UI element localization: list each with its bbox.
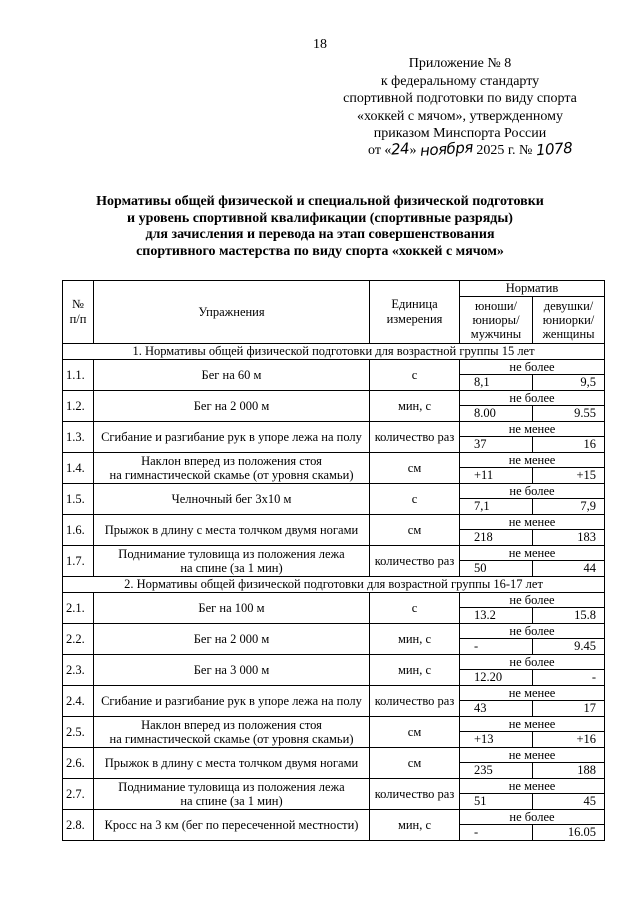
value-boys: 218 [460,530,533,546]
table-row [63,593,605,608]
header-exercise: Упражнения [94,281,370,344]
table-header-row [63,281,605,297]
value-girls: - [533,670,605,686]
row-condition: не более [460,484,605,499]
value-boys: 37 [460,437,533,453]
value-girls: +15 [533,468,605,484]
value-boys: +11 [460,468,533,484]
row-condition: не более [460,360,605,375]
row-exercise: Бег на 2 000 м [94,624,370,655]
row-unit: количество раз [370,686,460,717]
value-boys: 43 [460,701,533,717]
value-girls: 44 [533,561,605,577]
row-exercise: Челночный бег 3х10 м [94,484,370,515]
row-condition: не менее [460,717,605,732]
title-line: Нормативы общей физической и специальной физической подготовки [96,194,544,209]
row-exercise: Бег на 100 м [94,593,370,624]
value-boys: 51 [460,794,533,810]
value-girls: 17 [533,701,605,717]
table-row [63,453,605,468]
row-exercise: Поднимание туловища из положения лежа на спине (за 1 мин) [94,546,370,577]
section-title: 2. Нормативы общей физической подготовки для возрастной группы 16-17 лет [63,577,605,593]
table-row [63,546,605,561]
table-row [63,391,605,406]
value-boys: 50 [460,561,533,577]
row-number: 1.6. [63,515,94,546]
row-condition: не менее [460,422,605,437]
row-unit: см [370,515,460,546]
header-girls: девушки/ юниорки/ женщины [533,297,605,344]
row-number: 2.3. [63,655,94,686]
document-title [60,194,580,260]
title-line: для зачисления и перевода на этап совершенствования [145,227,495,242]
row-number: 1.1. [63,360,94,391]
row-number: 1.7. [63,546,94,577]
page-number: 18 [313,37,327,52]
value-boys: +13 [460,732,533,748]
value-boys: 8.00 [460,406,533,422]
row-condition: не менее [460,779,605,794]
row-condition: не менее [460,748,605,763]
value-girls: 45 [533,794,605,810]
value-boys: 13.2 [460,608,533,624]
value-girls: 9.55 [533,406,605,422]
table-row [63,655,605,670]
value-boys: 7,1 [460,499,533,515]
value-girls: +16 [533,732,605,748]
value-boys: 12.20 [460,670,533,686]
table-row [63,717,605,732]
row-condition: не более [460,655,605,670]
row-condition: не более [460,810,605,825]
section-title: 1. Нормативы общей физической подготовки для возрастной группы 15 лет [63,344,605,360]
row-number: 2.1. [63,593,94,624]
row-unit: с [370,484,460,515]
value-boys: 8,1 [460,375,533,391]
row-condition: не более [460,593,605,608]
table-row [63,515,605,530]
row-condition: не менее [460,515,605,530]
appendix-line: Приложение № 8 [408,56,512,71]
row-condition: не более [460,391,605,406]
value-boys: - [460,639,533,655]
appendix-line: спортивной подготовки по виду спорта [343,91,577,106]
row-number: 2.2. [63,624,94,655]
table-row [63,422,605,437]
value-girls: 7,9 [533,499,605,515]
order-prefix: от « [368,143,392,158]
row-number: 1.2. [63,391,94,422]
row-unit: с [370,593,460,624]
row-exercise: Прыжок в длину с места толчком двумя ногами [94,748,370,779]
row-unit: см [370,453,460,484]
title-line: и уровень спортивной квалификации (спортивные разряды) [127,210,513,226]
row-unit: см [370,748,460,779]
row-exercise: Бег на 60 м [94,360,370,391]
row-number: 1.3. [63,422,94,453]
row-number: 1.4. [63,453,94,484]
value-boys: - [460,825,533,841]
row-unit: с [370,360,460,391]
table-row [63,779,605,794]
row-unit: мин, с [370,655,460,686]
order-number-handwritten: 1078 [535,138,573,160]
row-number: 2.8. [63,810,94,841]
appendix-header [340,55,580,143]
row-condition: не менее [460,546,605,561]
appendix-line: приказом Минспорта России [373,126,547,141]
row-number: 1.5. [63,484,94,515]
header-norm: Норматив [460,281,605,297]
row-number: 2.6. [63,748,94,779]
value-girls: 15.8 [533,608,605,624]
appendix-line: «хоккей с мячом», утвержденному [356,108,564,124]
row-unit: мин, с [370,391,460,422]
order-year: 2025 г. № [476,143,533,158]
value-girls: 16 [533,437,605,453]
row-unit: мин, с [370,624,460,655]
table-row [63,484,605,499]
table-row [63,810,605,825]
order-month-handwritten: ноября [419,138,474,160]
row-number: 2.5. [63,717,94,748]
order-day-handwritten: 24 [390,139,411,159]
table-row [63,748,605,763]
order-reference [368,140,608,159]
value-girls: 183 [533,530,605,546]
norms-table [62,280,605,841]
row-exercise: Бег на 3 000 м [94,655,370,686]
value-boys: 235 [460,763,533,779]
appendix-line: к федеральному стандарту [380,73,540,89]
row-unit: см [370,717,460,748]
section-row [63,577,605,593]
title-line: спортивного мастерства по виду спорта «хоккей с мячом» [136,243,504,259]
row-condition: не менее [460,686,605,701]
row-unit: количество раз [370,546,460,577]
row-condition: не менее [460,453,605,468]
header-number: № п/п [63,281,94,344]
value-girls: 188 [533,763,605,779]
row-exercise: Кросс на 3 км (бег по пересеченной местности) [94,810,370,841]
header-unit: Единица измерения [370,281,460,344]
table-row [63,360,605,375]
row-exercise: Бег на 2 000 м [94,391,370,422]
row-number: 2.4. [63,686,94,717]
row-exercise: Наклон вперед из положения стоя на гимнастической скамье (от уровня скамьи) [94,453,370,484]
row-exercise: Прыжок в длину с места толчком двумя ногами [94,515,370,546]
row-exercise: Наклон вперед из положения стоя на гимнастической скамье (от уровня скамьи) [94,717,370,748]
value-girls: 9.45 [533,639,605,655]
row-unit: мин, с [370,810,460,841]
row-condition: не более [460,624,605,639]
header-boys: юноши/ юниоры/ мужчины [460,297,533,344]
row-exercise: Сгибание и разгибание рук в упоре лежа на полу [94,422,370,453]
row-unit: количество раз [370,779,460,810]
row-exercise: Поднимание туловища из положения лежа на спине (за 1 мин) [94,779,370,810]
table-row [63,686,605,701]
section-row [63,344,605,360]
value-girls: 9,5 [533,375,605,391]
row-number: 2.7. [63,779,94,810]
order-mid: » [409,143,417,158]
value-girls: 16.05 [533,825,605,841]
table-row [63,624,605,639]
row-exercise: Сгибание и разгибание рук в упоре лежа на полу [94,686,370,717]
row-unit: количество раз [370,422,460,453]
